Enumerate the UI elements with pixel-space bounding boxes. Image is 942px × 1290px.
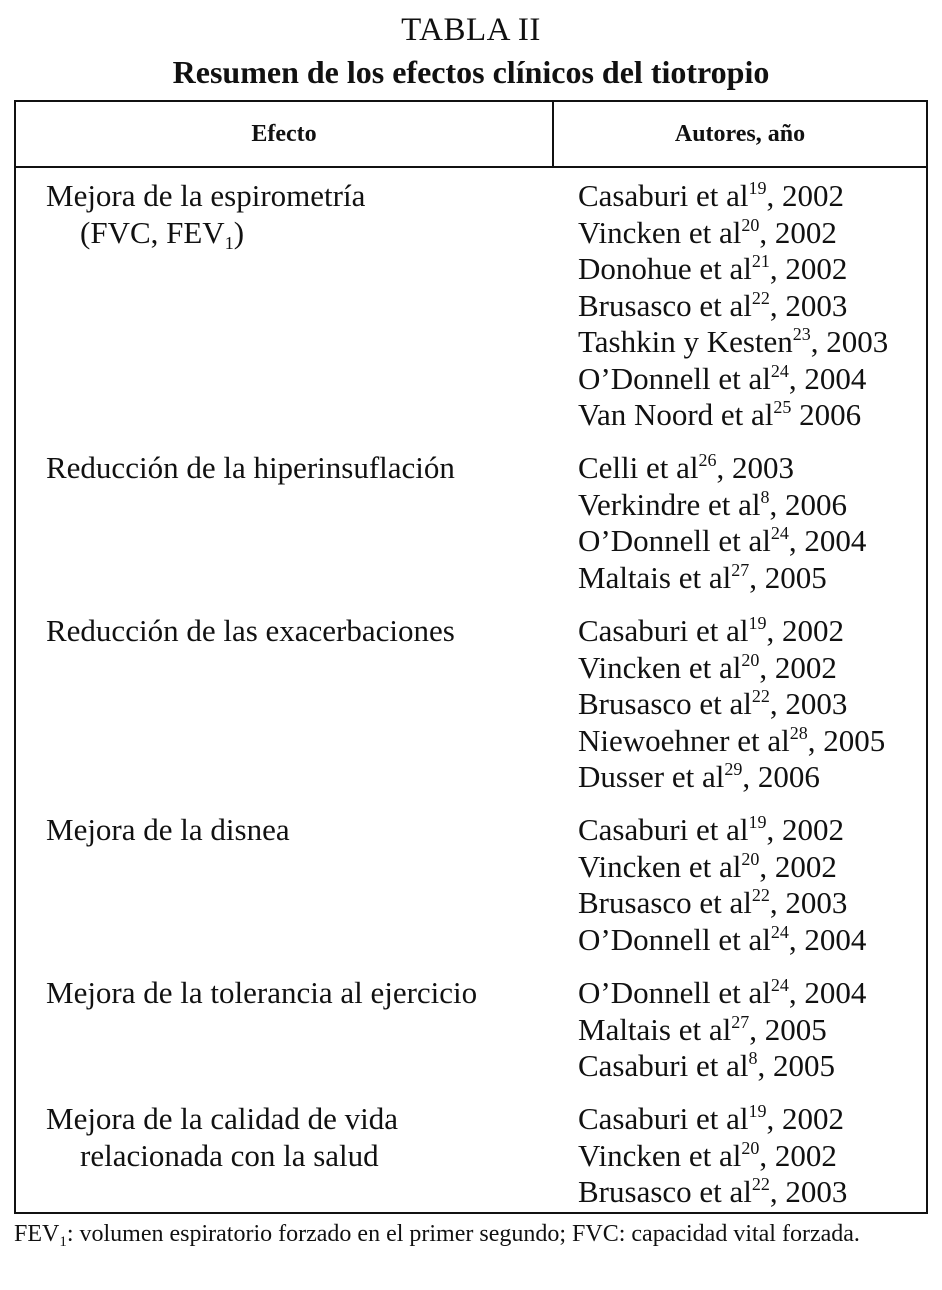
author-entry: Casaburi et $al^{19}$, 2002 [578, 613, 844, 648]
table-title: Resumen de los efectos clínicos del tiotropio [172, 54, 770, 90]
author-entry: Verkindre et $al^8$, 2006 [578, 486, 847, 522]
table-header-row [16, 102, 926, 168]
effect-cell [46, 178, 546, 251]
author-entry: O’Donnell et $al^{24}$, 2004 [578, 921, 867, 957]
effects-table [14, 100, 928, 1214]
author-entry: Vincken et $al^{20}$, 2002 [578, 848, 837, 884]
author-entry: Van Noord et $al^{25}$ 2006 [578, 397, 862, 432]
effect-cell [46, 812, 546, 849]
author-entry: Celli et $al^{26}$, 2003 [578, 450, 795, 485]
author-entry: Casaburi et $al^8$, 2005 [578, 1048, 835, 1083]
effect-cell [46, 450, 546, 487]
header-effect: Efecto [16, 102, 554, 166]
author-entry: Brusasco et $al^{22}$, 2003 [578, 287, 848, 323]
author-entry: Vincken et $al^{20}$, 2002 [578, 1137, 837, 1173]
effect-fev-subscript: 1 [224, 232, 234, 253]
effect-text-line2 [46, 215, 546, 252]
author-entry: Dusser et $al^{29}$, 2006 [578, 759, 820, 794]
effect-text: Mejora de la espirometría [46, 178, 366, 213]
footnote-fev: FEV [14, 1221, 60, 1247]
authors-cell [578, 812, 924, 958]
authors-cell [578, 613, 924, 796]
authors-cell [578, 450, 924, 596]
author-entry: Donohue et $al^{21}$, 2002 [578, 251, 848, 286]
header-authors: Autores, año [674, 121, 806, 147]
author-entry: Maltais et $al^{27}$, 2005 [578, 1011, 827, 1047]
authors-cell [578, 1101, 924, 1211]
effect-fev-text: (FVC, FEV [80, 214, 225, 250]
author-entry: Vincken et $al^{20}$, 2002 [578, 649, 837, 685]
footnote-subscript: 1 [59, 1234, 67, 1250]
author-entry: Casaburi et $al^{19}$, 2002 [578, 1101, 844, 1136]
table-label: TABLA II [401, 12, 541, 48]
effect-cell [46, 1101, 546, 1174]
effect-text: Mejora de la tolerancia al ejercicio [46, 975, 478, 1010]
authors-cell [578, 178, 924, 434]
effect-text: Reducción de las exacerbaciones [46, 613, 455, 648]
author-entry: O’Donnell et $al^{24}$, 2004 [578, 523, 867, 558]
effect-fev-close: ) [233, 214, 245, 250]
table-footnote [14, 1220, 928, 1249]
footnote-text: : volumen espiratorio forzado en el primer segundo; FVC: capacidad vital forzada. [66, 1221, 860, 1247]
author-entry: Maltais et $al^{27}$, 2005 [578, 559, 827, 595]
author-entry: O’Donnell et $al^{24}$, 2004 [578, 360, 867, 396]
author-entry: Casaburi et $al^{19}$, 2002 [578, 812, 844, 847]
effect-text: Mejora de la disnea [46, 812, 290, 847]
author-entry: Brusasco et $al^{22}$, 2003 [578, 1174, 848, 1209]
effect-text: Reducción de la hiperinsuflación [46, 450, 455, 485]
author-entry: Vincken et $al^{20}$, 2002 [578, 214, 837, 250]
author-entry: Tashkin y Kesten$^{23}$, 2003 [578, 324, 889, 359]
author-entry: Casaburi et $al^{19}$, 2002 [578, 178, 844, 213]
author-entry: O’Donnell et $al^{24}$, 2004 [578, 975, 867, 1010]
effect-cell [46, 975, 546, 1012]
effect-cell [46, 613, 546, 650]
author-entry: Brusasco et $al^{22}$, 2003 [578, 885, 848, 920]
effect-text-line2: relacionada con la salud [80, 1137, 379, 1173]
authors-cell [578, 975, 924, 1085]
effect-text: Mejora de la calidad de vida [46, 1101, 399, 1136]
author-entry: Niewoehner et $al^{28}$, 2005 [578, 722, 886, 758]
author-entry: Brusasco et $al^{22}$, 2003 [578, 686, 848, 721]
